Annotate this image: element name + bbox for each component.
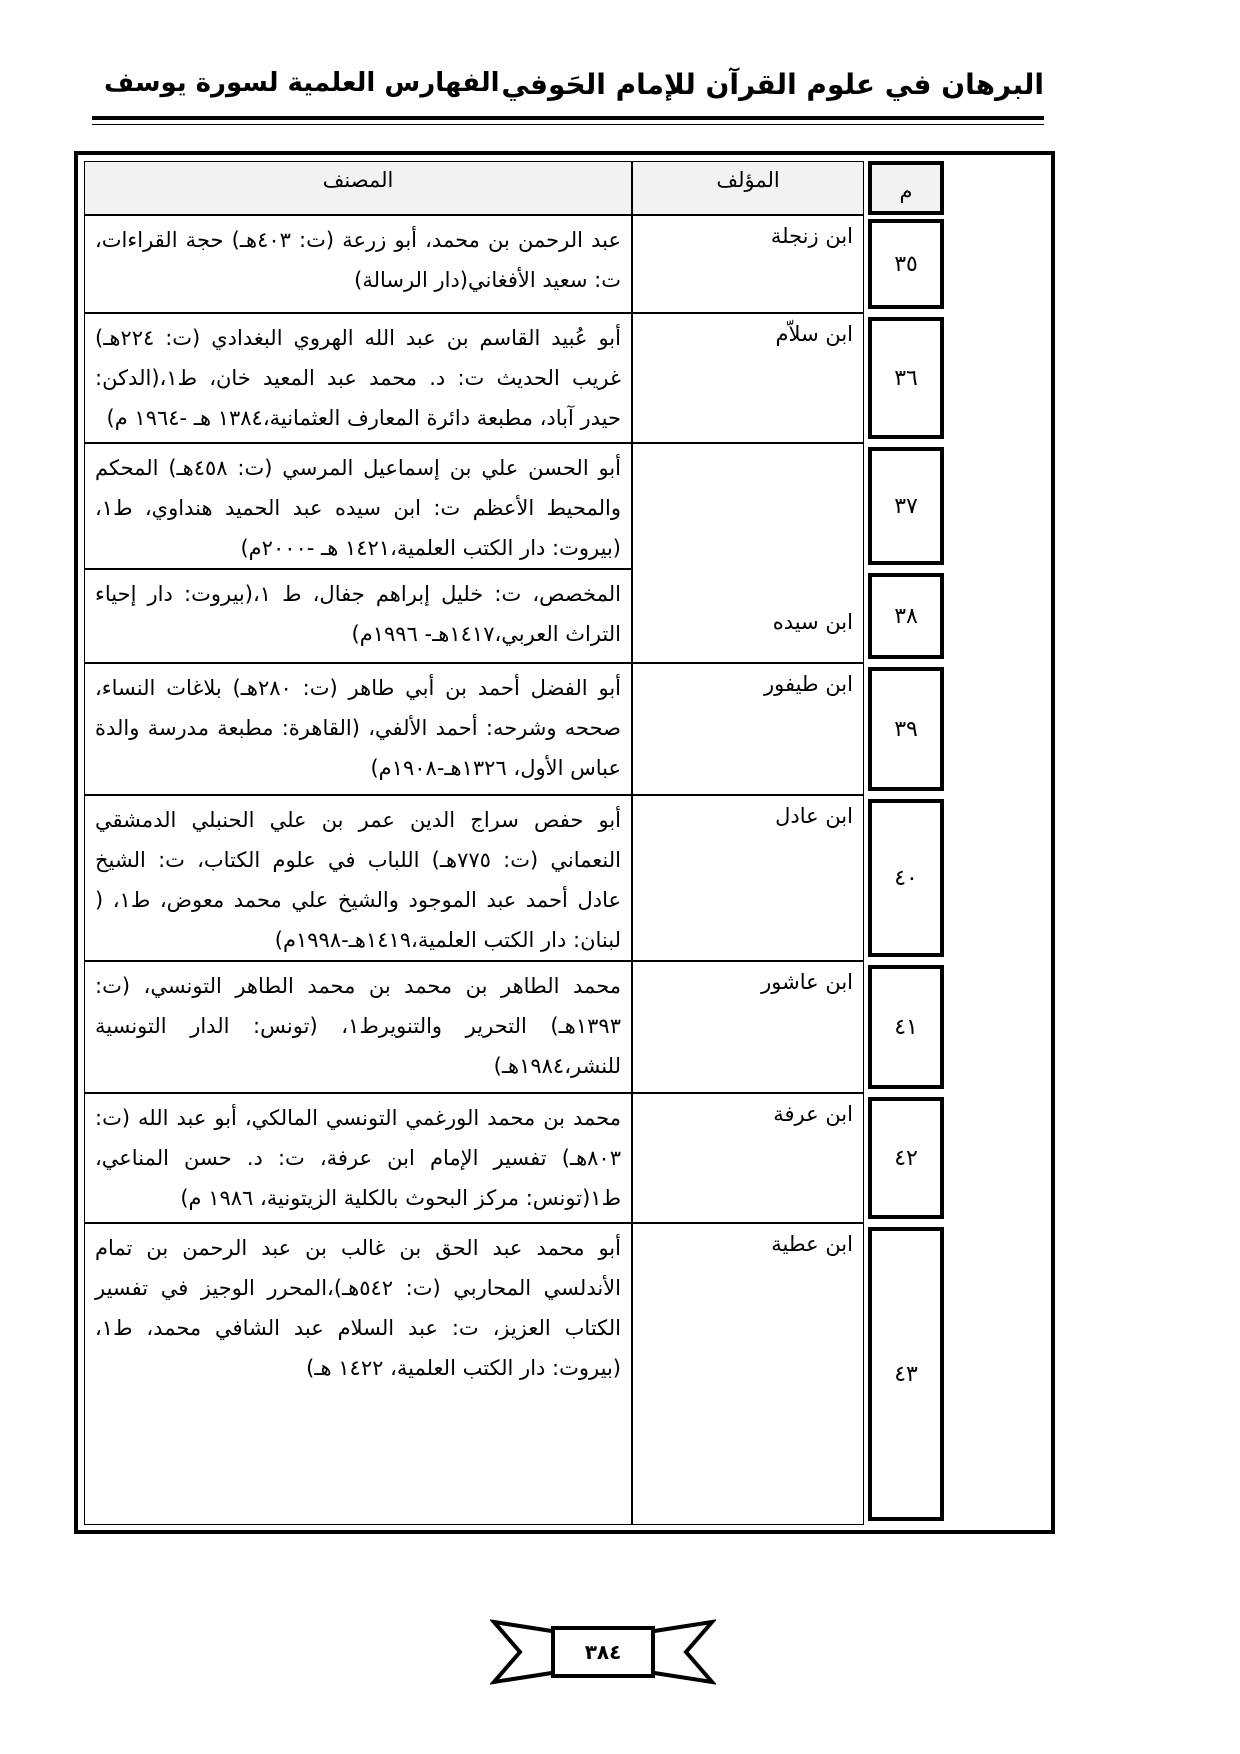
table-body — [84, 161, 1045, 1524]
author-cell-merged: ابن سيده — [632, 443, 864, 663]
work-cell: عبد الرحمن بن محمد، أبو زرعة (ت: ٤٠٣هـ) حجة القراءات، ت: سعيد الأفغاني(دار الرسالة) — [84, 215, 632, 313]
book-title: البرهان في علوم القرآن للإمام الحَوفي — [501, 68, 1044, 101]
page-number-banner — [490, 1614, 716, 1690]
header-num: م — [868, 161, 944, 215]
references-table — [74, 151, 1055, 1534]
work-cell: أبو محمد عبد الحق بن غالب بن عبد الرحمن بن تمام الأندلسي المحاربي (ت: ٥٤٢هـ)،المحرر الوجيز في تفسير الكتاب العزيز، ت: عبد السلام عبد الشافي محمد، ط١، (بيروت: دار الكتب العلمية، ١٤٢٢ هـ) — [84, 1223, 632, 1525]
row-num: ٤١ — [868, 965, 944, 1089]
section-title: الفهارس العلمية لسورة يوسف — [104, 68, 500, 98]
author-cell: ابن عطية — [632, 1223, 864, 1525]
row-num: ٣٧ — [868, 447, 944, 565]
author-cell: ابن زنجلة — [632, 215, 864, 313]
header-work: المصنف — [84, 161, 632, 215]
row-num: ٤٣ — [868, 1227, 944, 1521]
work-cell: محمد بن محمد الورغمي التونسي المالكي، أبو عبد الله (ت: ٨٠٣هـ) تفسير الإمام ابن عرفة، ت: د. حسن المناعي، ط١(تونس: مركز البحوث بالكلية الزيتونية، ١٩٨٦ م) — [84, 1093, 632, 1223]
page-number: ٣٨٤ — [584, 1640, 622, 1664]
work-cell: المخصص، ت: خليل إبراهم جفال، ط ١،(بيروت: دار إحياء التراث العربي،١٤١٧هـ- ١٩٩٦م) — [84, 569, 632, 663]
author-cell: ابن سلاّم — [632, 313, 864, 443]
author-cell: ابن عرفة — [632, 1093, 864, 1223]
header-author: المؤلف — [632, 161, 864, 215]
row-num: ٣٥ — [868, 219, 944, 309]
row-num: ٣٩ — [868, 667, 944, 791]
author-cell: ابن عادل — [632, 795, 864, 961]
author-cell: ابن عاشور — [632, 961, 864, 1093]
row-num: ٤٢ — [868, 1097, 944, 1219]
work-cell: أبو حفص سراج الدين عمر بن علي الحنبلي الدمشقي النعماني (ت: ٧٧٥هـ) اللباب في علوم الكتاب، ت: الشيخ عادل أحمد عبد الموجود والشيخ علي محمد معوض، ط١، ( لبنان: دار الكتب العلمية،١٤١٩هـ-١٩٩٨م) — [84, 795, 632, 961]
work-cell: أبو الحسن علي بن إسماعيل المرسي (ت: ٤٥٨هـ) المحكم والمحيط الأعظم ت: ابن سيده عبد الحميد هنداوي، ط١، (بيروت: دار الكتب العلمية،١٤٢١ هـ -٢٠٠٠م) — [84, 443, 632, 569]
work-cell: أبو الفضل أحمد بن أبي طاهر (ت: ٢٨٠هـ) بلاغات النساء، صححه وشرحه: أحمد الألفي، (القاهرة: مطبعة مدرسة والدة عباس الأول، ١٣٢٦هـ-١٩٠٨م) — [84, 663, 632, 795]
row-num: ٣٨ — [868, 573, 944, 659]
row-num: ٤٠ — [868, 799, 944, 957]
work-cell: أبو عُبيد القاسم بن عبد الله الهروي البغدادي (ت: ٢٢٤هـ) غريب الحديث ت: د. محمد عبد المعيد خان، ط١،(الدكن: حيدر آباد، مطبعة دائرة المعارف العثمانية،١٣٨٤ هـ -١٩٦٤ م) — [84, 313, 632, 443]
author-cell: ابن طيفور — [632, 663, 864, 795]
header-rule-thin — [92, 124, 1044, 125]
page-header — [92, 68, 1044, 112]
work-cell: محمد الطاهر بن محمد بن محمد الطاهر التونسي، (ت: ١٣٩٣هـ) التحرير والتنويرط١، (تونس: الدار التونسية للنشر،١٩٨٤هـ) — [84, 961, 632, 1093]
header-rule-thick — [92, 116, 1044, 120]
row-num: ٣٦ — [868, 317, 944, 439]
